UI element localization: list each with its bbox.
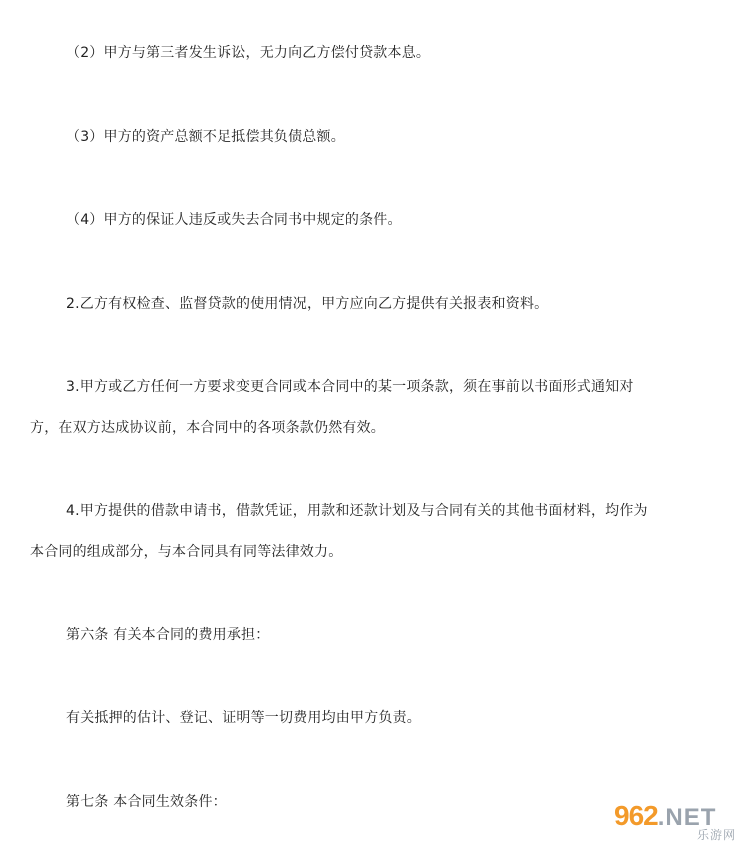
watermark-suffix: .NET [657,804,717,831]
paragraph-2: 2.乙方有权检查、监督贷款的使用情况，甲方应向乙方提供有关报表和资料。 [66,296,549,312]
paragraph-3-line-1: 3.甲方或乙方任何一方要求变更合同或本合同中的某一项条款，须在事前以书面形式通知对 [66,379,634,395]
paragraph-4-line-1: 4.甲方提供的借款申请书，借款凭证，用款和还款计划及与合同有关的其他书面材料，均作为 [66,503,648,519]
clause-item-3: （3）甲方的资产总额不足抵偿其负债总额。 [66,129,345,145]
article-6-heading: 第六条 有关本合同的费用承担： [66,627,270,643]
paragraph-3-line-2: 方，在双方达成协议前，本合同中的各项条款仍然有效。 [30,420,385,436]
watermark-sub: 乐游网 [696,828,736,842]
clause-item-4: （4）甲方的保证人违反或失去合同书中规定的条件。 [66,212,402,228]
article-6-body: 有关抵押的估计、登记、证明等一切费用均由甲方负责。 [66,710,421,726]
site-watermark-logo [608,800,740,844]
clause-item-2: （2）甲方与第三者发生诉讼，无力向乙方偿付贷款本息。 [66,45,431,61]
article-7-heading: 第七条 本合同生效条件： [66,794,227,810]
paragraph-4-line-2: 本合同的组成部分，与本合同具有同等法律效力。 [30,544,343,560]
watermark-number: 962 [614,800,658,831]
